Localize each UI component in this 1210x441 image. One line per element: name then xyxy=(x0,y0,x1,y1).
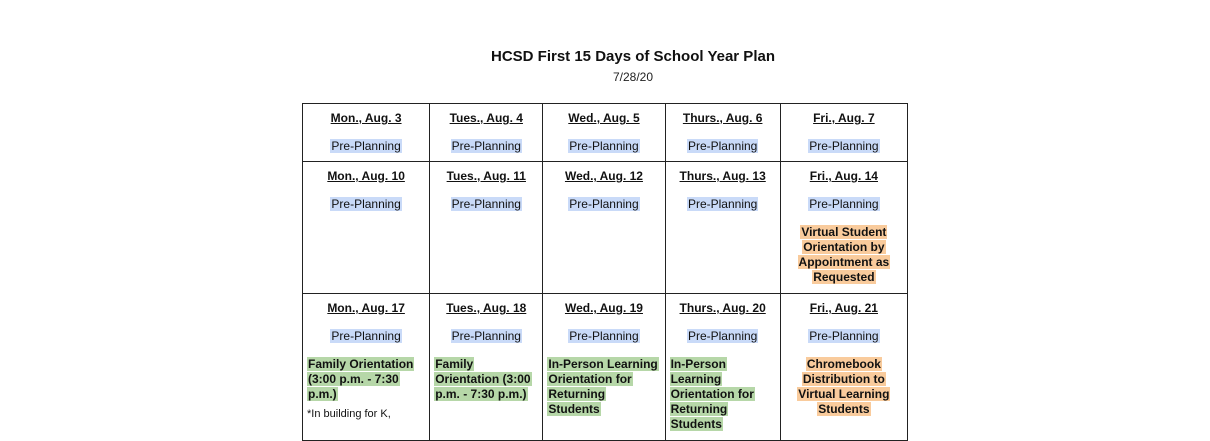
day-cell xyxy=(430,162,543,294)
week-row xyxy=(303,104,908,162)
pre-planning-label: Pre-Planning xyxy=(687,329,758,343)
pre-planning-label: Pre-Planning xyxy=(809,329,879,343)
pre-planning-label: Pre-Planning xyxy=(809,197,879,211)
day-cell xyxy=(665,294,780,441)
pre-planning-label: Pre-Planning xyxy=(451,329,521,343)
day-heading: Tues., Aug. 18 xyxy=(446,301,527,315)
pre-planning-label: Pre-Planning xyxy=(331,197,401,211)
in-person-orientation-note: In-Person Learning Orientation for Returning Students xyxy=(670,357,754,431)
day-heading: Thurs., Aug. 20 xyxy=(679,301,766,315)
day-heading: Wed., Aug. 5 xyxy=(568,111,640,125)
pre-planning-label: Pre-Planning xyxy=(451,197,521,211)
day-cell xyxy=(303,104,430,162)
pre-planning-label: Pre-Planning xyxy=(331,329,401,343)
day-heading: Fri., Aug. 14 xyxy=(809,169,878,183)
day-heading: Tues., Aug. 4 xyxy=(449,111,523,125)
pre-planning-label: Pre-Planning xyxy=(809,139,879,153)
day-heading: Mon., Aug. 3 xyxy=(330,111,402,125)
day-cell xyxy=(780,162,907,294)
day-cell xyxy=(303,162,430,294)
day-heading: Fri., Aug. 7 xyxy=(813,111,875,125)
virtual-orientation-note: Virtual Student Orientation by Appointment as Requested xyxy=(798,225,890,284)
in-building-note: *In building for K, xyxy=(307,408,391,420)
day-heading: Mon., Aug. 10 xyxy=(327,169,405,183)
day-cell xyxy=(665,104,780,162)
day-cell xyxy=(303,294,430,441)
day-cell xyxy=(780,294,907,441)
day-heading: Mon., Aug. 17 xyxy=(327,301,405,315)
pre-planning-label: Pre-Planning xyxy=(451,139,521,153)
pre-planning-label: Pre-Planning xyxy=(331,139,401,153)
family-orientation-note: Family Orientation (3:00 p.m. - 7:30 p.m.) xyxy=(308,357,414,401)
pre-planning-label: Pre-Planning xyxy=(569,197,639,211)
document-date: 7/28/20 xyxy=(612,70,654,84)
family-orientation-note: Family Orientation (3:00 p.m. - 7:30 p.m.) xyxy=(435,357,531,401)
in-person-orientation-note: In-Person Learning Orientation for Returning Students xyxy=(548,357,658,416)
pre-planning-label: Pre-Planning xyxy=(569,329,639,343)
pre-planning-label: Pre-Planning xyxy=(687,139,758,153)
day-cell xyxy=(430,294,543,441)
day-cell xyxy=(543,104,665,162)
week-row xyxy=(303,294,908,441)
chromebook-distribution-note: Chromebook Distribution to Virtual Learning Students xyxy=(798,357,890,416)
day-cell xyxy=(543,294,665,441)
day-heading: Wed., Aug. 19 xyxy=(564,301,643,315)
day-heading: Thurs., Aug. 6 xyxy=(682,111,763,125)
day-heading: Tues., Aug. 11 xyxy=(446,169,526,183)
document-title: HCSD First 15 Days of School Year Plan xyxy=(491,48,775,65)
day-heading: Thurs., Aug. 13 xyxy=(679,169,766,183)
day-cell xyxy=(543,162,665,294)
calendar-table xyxy=(302,103,908,441)
day-cell xyxy=(665,162,780,294)
day-heading: Fri., Aug. 21 xyxy=(809,301,878,315)
pre-planning-label: Pre-Planning xyxy=(569,139,639,153)
day-heading: Wed., Aug. 12 xyxy=(564,169,643,183)
pre-planning-label: Pre-Planning xyxy=(687,197,758,211)
week-row xyxy=(303,162,908,294)
day-cell xyxy=(430,104,543,162)
day-cell xyxy=(780,104,907,162)
